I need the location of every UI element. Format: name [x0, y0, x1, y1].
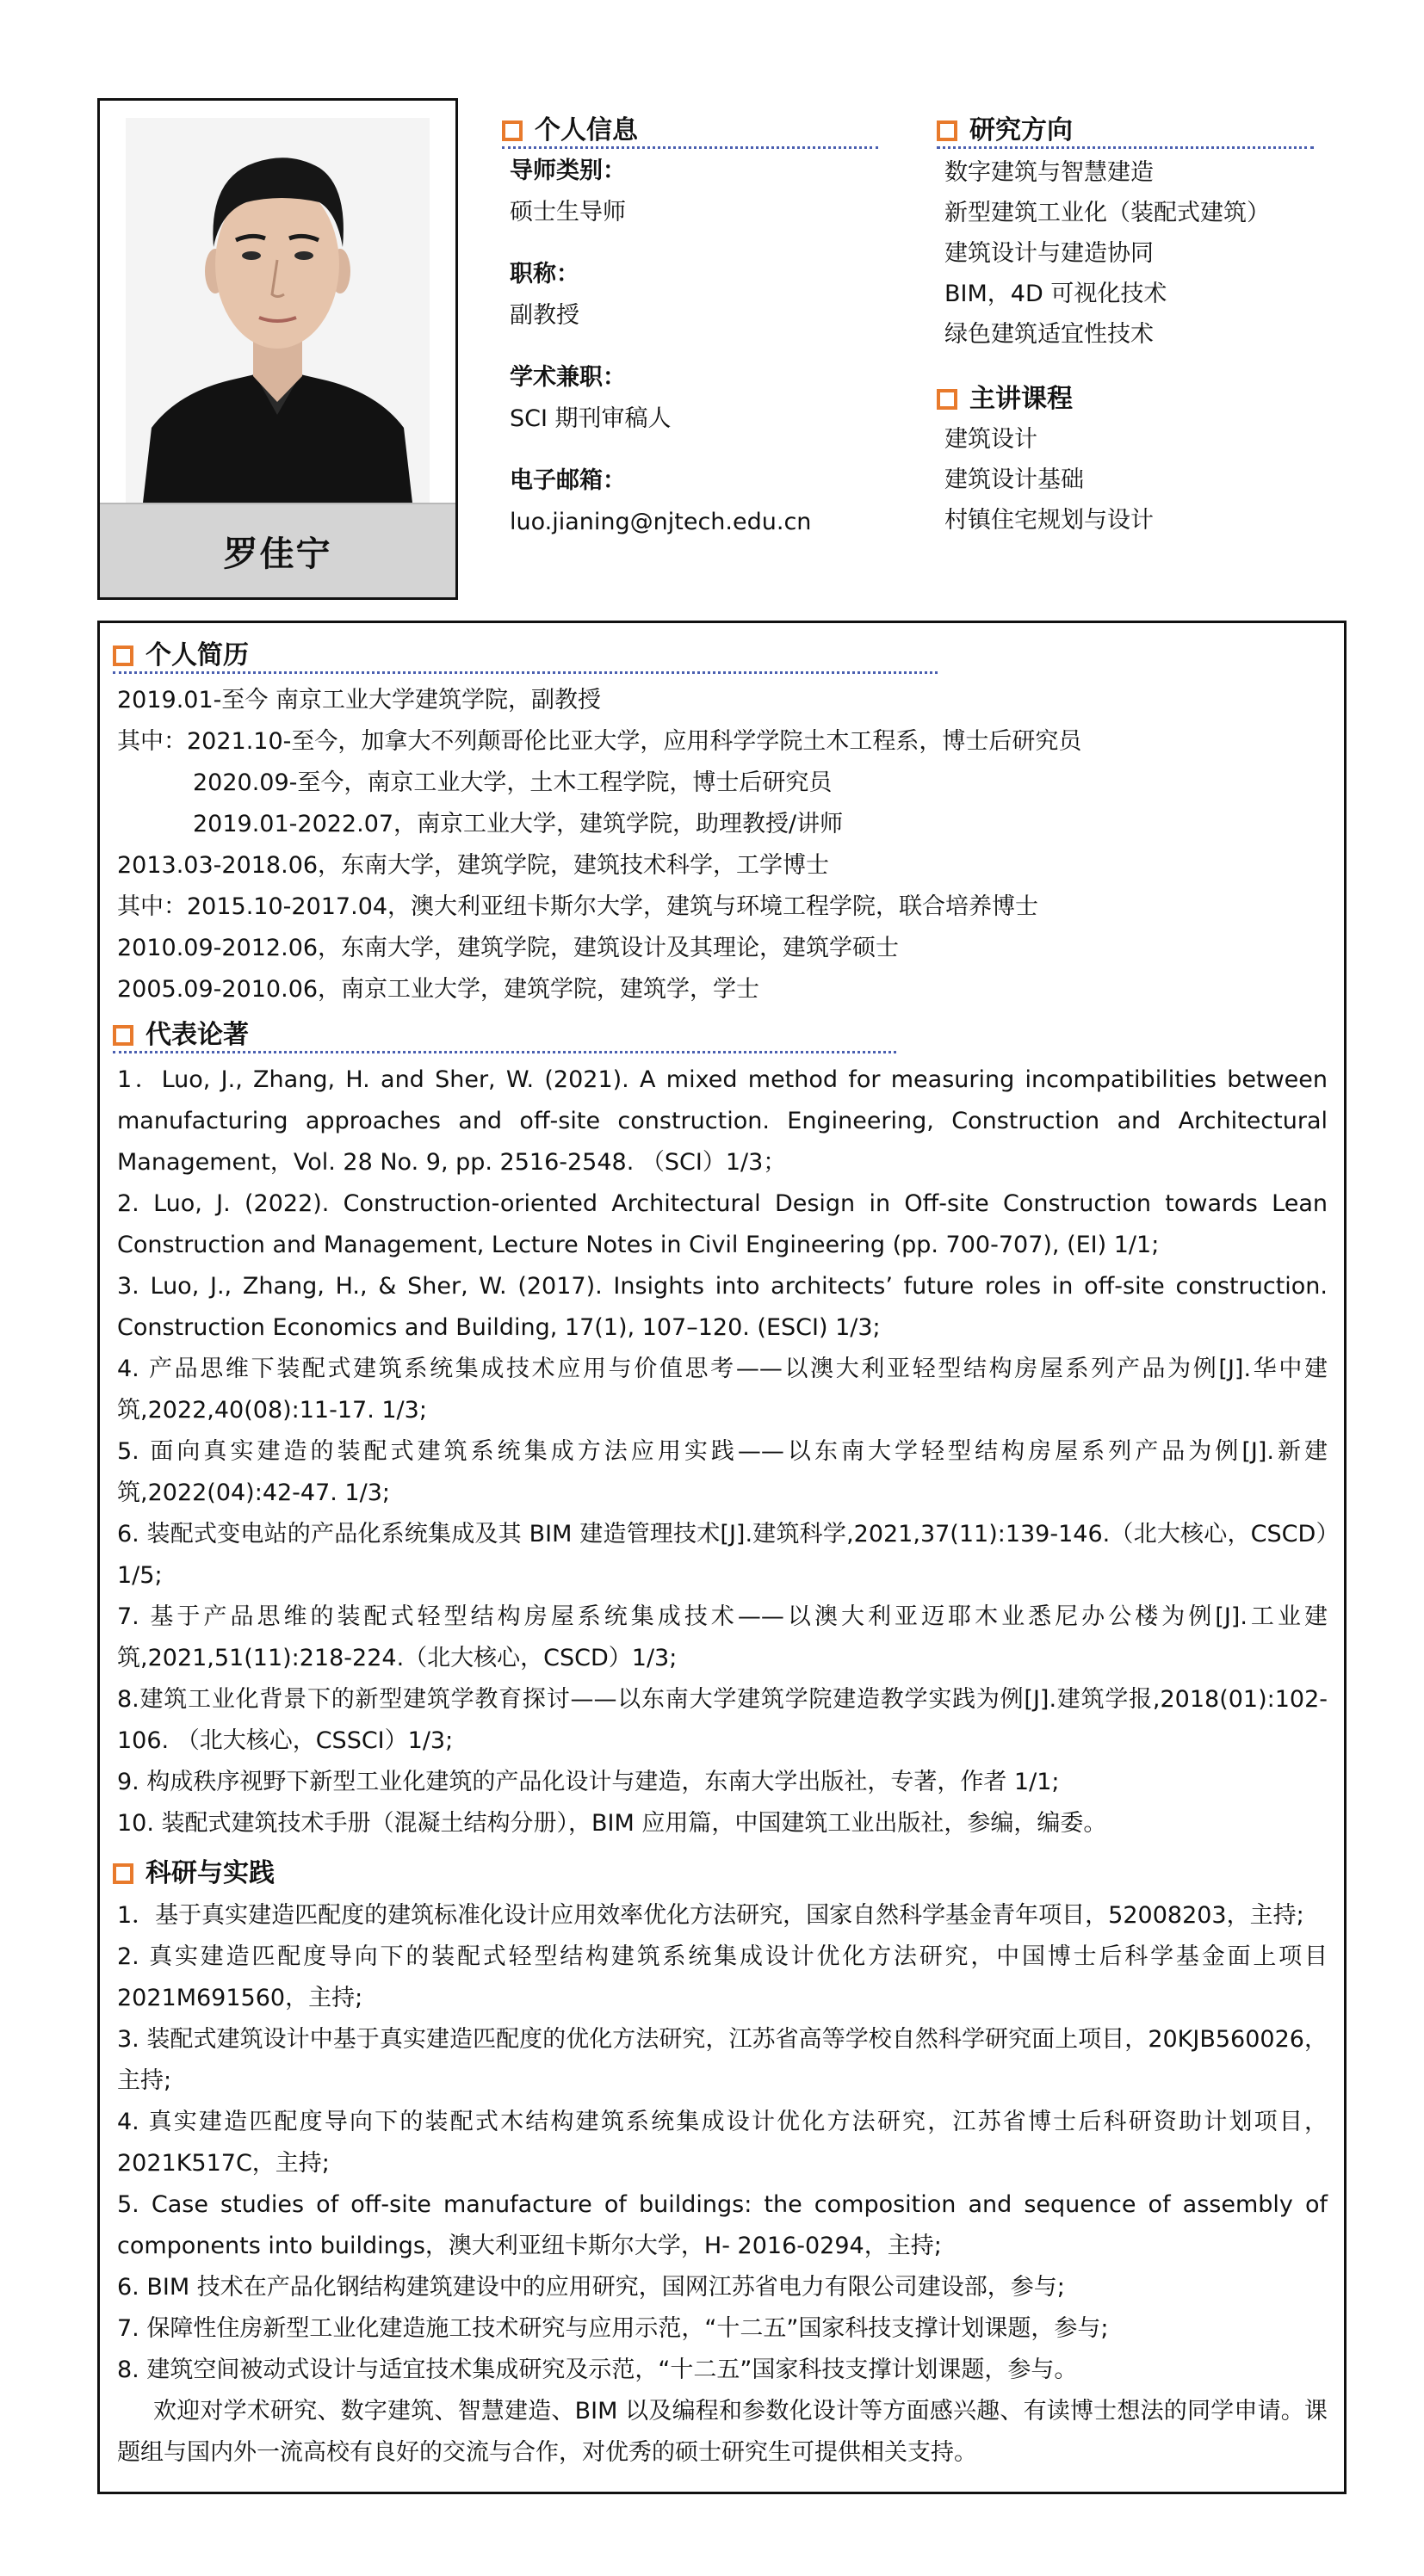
email-value: luo.jianing@njtech.edu.cn: [510, 509, 812, 535]
list-item: 5. 面向真实建造的装配式建筑系统集成方法应用实践——以东南大学轻型结构房屋系列产品为例[J].新建筑,2022(04):42-47. 1/3;: [117, 1438, 1328, 1506]
publications-list: [117, 1059, 1328, 1844]
list-item: 2019.01-至今 南京工业大学建筑学院，副教授: [117, 687, 601, 713]
list-item: 2019.01-2022.07，南京工业大学，建筑学院，助理教授/讲师: [193, 811, 844, 837]
list-item: 1．基于真实建造匹配度的建筑标准化设计应用效率优化方法研究，国家自然科学基金青年项目，52008203，主持;: [117, 1902, 1304, 1929]
field-value: 副教授: [510, 302, 579, 329]
courses-list: [944, 419, 1154, 541]
publications-header: [113, 1021, 249, 1050]
field-label: 学术兼职：: [510, 364, 626, 391]
profile-photo: [126, 118, 430, 503]
list-item: 建筑设计与建造协同: [944, 240, 1154, 267]
divider: [502, 146, 878, 149]
closing-paragraph: 欢迎对学术研究、数字建筑、智慧建造、BIM 以及编程和参数化设计等方面感兴趣、有读博士想法的同学申请。课题组与国内外一流高校有良好的交流与合作，对优秀的硕士研究生可提供相关支持。: [117, 2398, 1328, 2466]
person-name: 罗佳宁: [223, 534, 332, 574]
list-item: 2010.09-2012.06，东南大学，建筑学院，建筑设计及其理论，建筑学硕士: [117, 935, 900, 961]
list-item: 3. Luo, J., Zhang, H., & Sher, W. (2017). Insights into architects’ future roles in off-site construction. Construction Economics and Building, 17(1), 107–120. (ESCI) 1/3;: [117, 1273, 1328, 1341]
projects-header: [113, 1859, 275, 1888]
research-title: 研究方向: [969, 115, 1073, 145]
list-item: 5. Case studies of off-site manufacture of buildings: the composition and sequence of assembly of components into buildings，澳大利亚纽卡斯尔大学，H- 2016-0294，主持;: [117, 2191, 1328, 2259]
divider: [937, 146, 1314, 149]
list-item: 8.建筑工业化背景下的新型建筑学教育探讨——以东南大学建筑学院建造教学实践为例[J].建筑学报,2018(01):102-106. （北大核心，CSSCI）1/3;: [117, 1686, 1328, 1754]
list-item: 6. BIM 技术在产品化钢结构建筑建设中的应用研究，国网江苏省电力有限公司建设部，参与;: [117, 2274, 1065, 2301]
profile-card: [97, 98, 458, 600]
field-label: 电子邮箱：: [510, 467, 626, 494]
square-bullet-icon: [113, 1863, 133, 1884]
list-item: 村镇住宅规划与设计: [944, 507, 1154, 534]
list-item: 其中：2021.10-至今，加拿大不列颠哥伦比亚大学，应用科学学院土木工程系，博士后研究员: [117, 728, 1082, 755]
list-item: 4. 产品思维下装配式建筑系统集成技术应用与价值思考——以澳大利亚轻型结构房屋系列产品为例[J].华中建筑,2022,40(08):11-17. 1/3;: [117, 1356, 1328, 1424]
list-item: 4. 真实建造匹配度导向下的装配式木结构建筑系统集成设计优化方法研究，江苏省博士后科研资助计划项目，2021K517C，主持;: [117, 2109, 1328, 2177]
projects-list: [117, 1895, 1328, 2474]
list-item: 2. Luo, J. (2022). Construction-oriented Architectural Design in Off-site Construction towards Lean Construction and Management, Lecture Notes in Civil Engineering (pp. 700-707), (EI) 1/1;: [117, 1190, 1328, 1258]
list-item: 绿色建筑适宜性技术: [944, 321, 1154, 348]
square-bullet-icon: [113, 1025, 133, 1046]
resume-title: 个人简历: [145, 640, 249, 670]
courses-header: [937, 385, 1073, 414]
list-item: 1．Luo, J., Zhang, H. and Sher, W. (2021). A mixed method for measuring incompatibilities between manufacturing approaches and off-site construction. Engineering, Construction and Architectural Management，Vol. 28 No. 9, pp. 2516-2548. （SCI）1/3；: [117, 1066, 1328, 1176]
square-bullet-icon: [113, 646, 133, 666]
research-header: [937, 116, 1073, 145]
resume-list: [117, 680, 1328, 1010]
list-item: 7. 保障性住房新型工业化建造施工技术研究与应用示范，“十二五”国家科技支撑计划课题，参与;: [117, 2315, 1109, 2342]
square-bullet-icon: [502, 120, 523, 141]
personal-info-header: [502, 116, 638, 145]
publications-title: 代表论著: [145, 1020, 249, 1050]
list-item: 数字建筑与智慧建造: [944, 159, 1154, 186]
personal-info-title: 个人信息: [535, 115, 638, 145]
name-bar: [100, 503, 455, 597]
list-item: 建筑设计: [944, 426, 1037, 453]
list-item: 建筑设计基础: [944, 466, 1084, 493]
list-item: 3. 装配式建筑设计中基于真实建造匹配度的优化方法研究，江苏省高等学校自然科学研究面上项目，20KJB560026，主持;: [117, 2026, 1328, 2094]
square-bullet-icon: [937, 389, 957, 410]
list-item: 新型建筑工业化（装配式建筑）: [944, 200, 1270, 226]
list-item: 2. 真实建造匹配度导向下的装配式轻型结构建筑系统集成设计优化方法研究，中国博士后科学基金面上项目 2021M691560，主持;: [117, 1943, 1328, 2011]
courses-title: 主讲课程: [969, 384, 1073, 414]
list-item: 10. 装配式建筑技术手册（混凝土结构分册），BIM 应用篇，中国建筑工业出版社，参编，编委。: [117, 1810, 1107, 1837]
field-value: 硕士生导师: [510, 199, 626, 225]
list-item: 7. 基于产品思维的装配式轻型结构房屋系统集成技术——以澳大利亚迈耶木业悉尼办公楼为例[J].工业建筑,2021,51(11):218-224.（北大核心，CSCD）1/3;: [117, 1603, 1328, 1671]
list-item: 2020.09-至今，南京工业大学，土木工程学院，博士后研究员: [193, 769, 833, 796]
resume-header: [113, 641, 249, 670]
list-item: 9. 构成秩序视野下新型工业化建筑的产品化设计与建造，东南大学出版社，专著，作者 1/1;: [117, 1769, 1060, 1795]
field-value: SCI 期刊审稿人: [510, 405, 672, 432]
projects-title: 科研与实践: [145, 1858, 275, 1888]
research-list: [944, 152, 1270, 355]
list-item: 其中：2015.10-2017.04，澳大利亚纽卡斯尔大学，建筑与环境工程学院，联合培养博士: [117, 893, 1039, 920]
field-label: 导师类别：: [510, 158, 626, 184]
field-label: 职称：: [510, 261, 579, 287]
divider: [113, 1051, 896, 1053]
list-item: BIM，4D 可视化技术: [944, 281, 1167, 307]
list-item: 2013.03-2018.06，东南大学，建筑学院，建筑技术科学，工学博士: [117, 852, 830, 879]
list-item: 2005.09-2010.06，南京工业大学，建筑学院，建筑学，学士: [117, 976, 760, 1003]
list-item: 8. 建筑空间被动式设计与适宜技术集成研究及示范，“十二五”国家科技支撑计划课题，参与。: [117, 2357, 1078, 2383]
list-item: 6. 装配式变电站的产品化系统集成及其 BIM 建造管理技术[J].建筑科学,2021,37(11):139-146.（北大核心，CSCD）1/5;: [117, 1521, 1328, 1589]
square-bullet-icon: [937, 120, 957, 141]
divider: [113, 671, 938, 674]
